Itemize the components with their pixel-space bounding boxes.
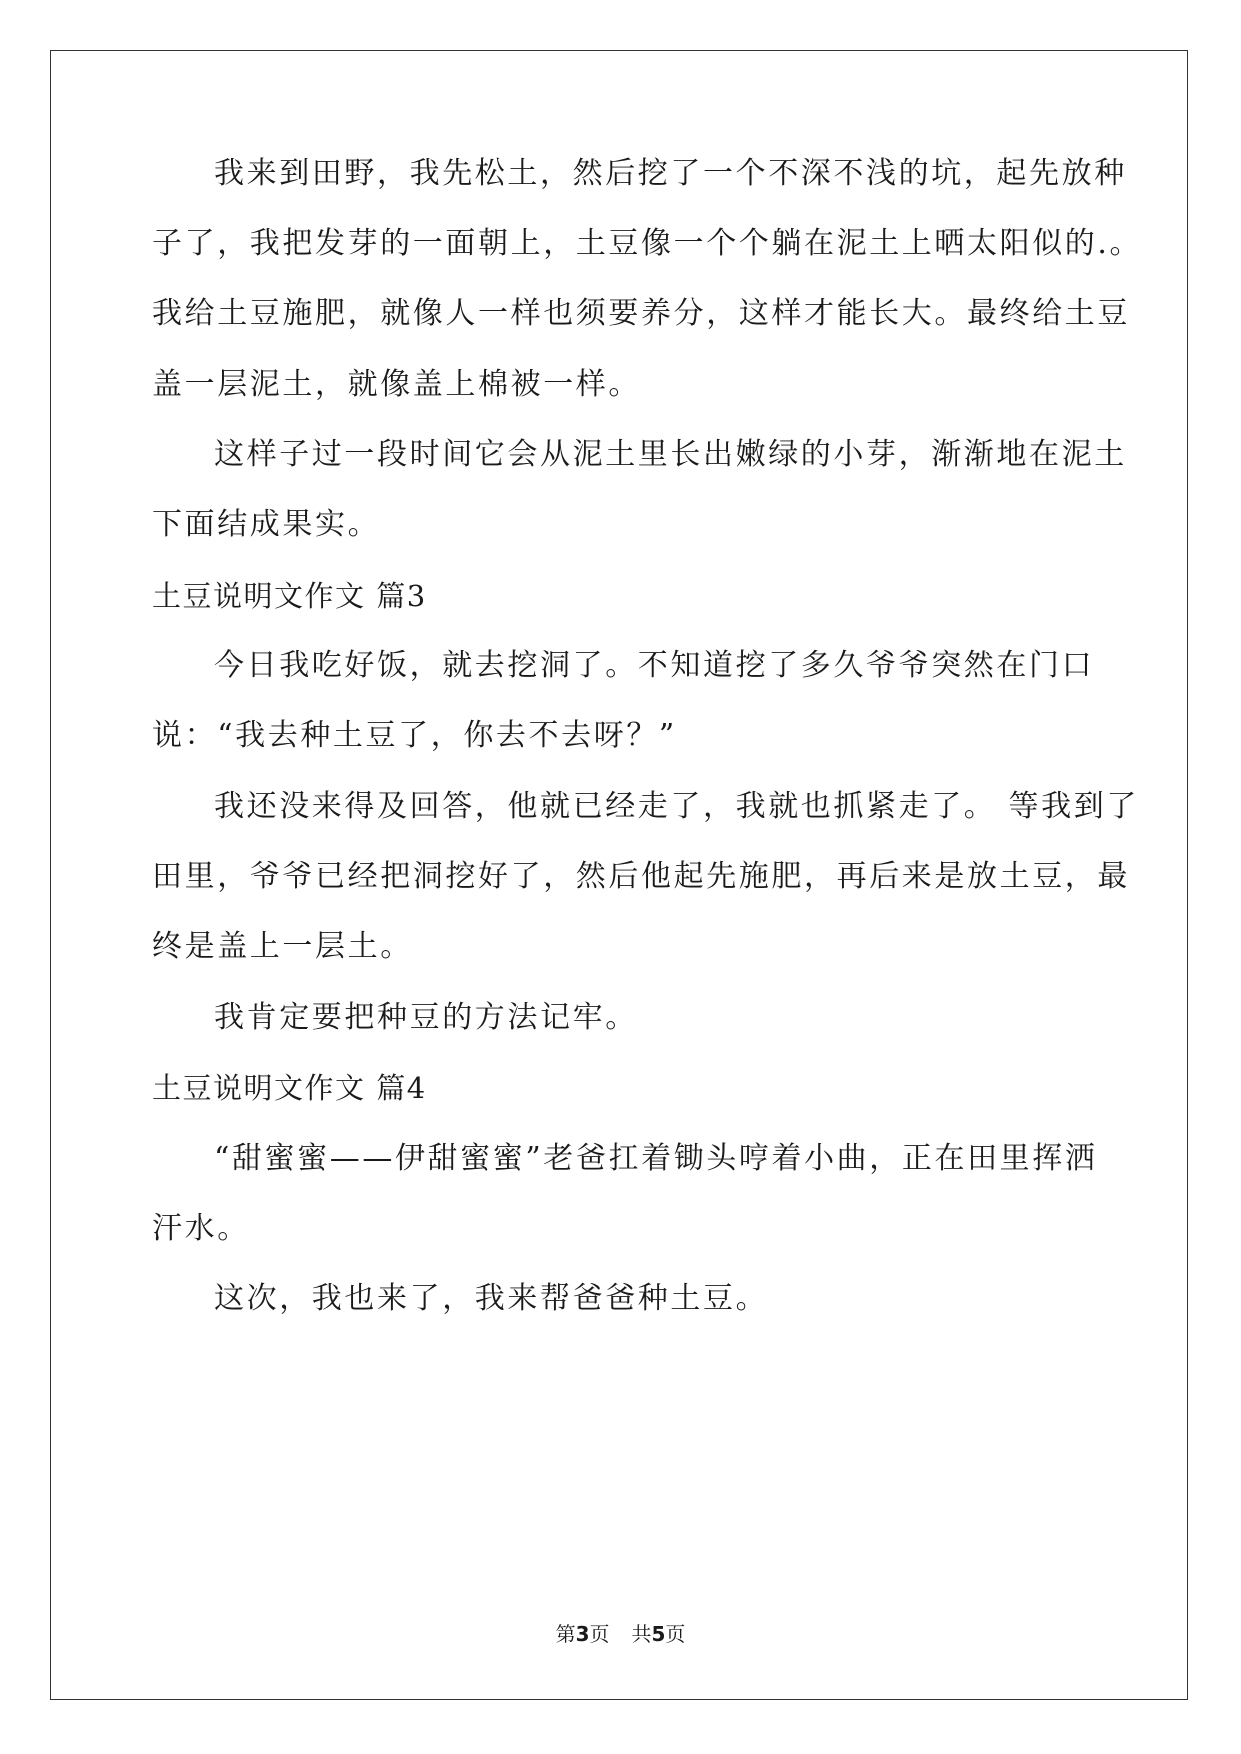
paragraph-7-line-1: 这次，我也来了，我来帮爸爸种土豆。 bbox=[214, 1281, 769, 1316]
paragraph-1-line-2: 子了，我把发芽的一面朝上，土豆像一个个躺在泥土上晒太阳似的.。 bbox=[152, 226, 1143, 261]
paragraph-2-line-1: 这样子过一段时间它会从泥土里长出嫩绿的小芽，渐渐地在泥土 bbox=[214, 437, 1127, 472]
paragraph-4-line-2: 田里，爷爷已经把洞挖好了，然后他起先施肥，再后来是放土豆，最 bbox=[152, 859, 1130, 894]
footer-total-prefix: 共 bbox=[631, 1622, 652, 1646]
footer-page-suffix: 页 bbox=[589, 1622, 610, 1646]
paragraph-5-line-1: 我肯定要把种豆的方法记牢。 bbox=[214, 1000, 638, 1035]
paragraph-6-line-2: 汗水。 bbox=[152, 1211, 250, 1246]
paragraph-3-line-2: 说：“我去种土豆了，你去不去呀？” bbox=[152, 718, 677, 753]
paragraph-4-line-3: 终是盖上一层土。 bbox=[152, 929, 413, 964]
footer-total-suffix: 页 bbox=[665, 1622, 686, 1646]
paragraph-3-line-1: 今日我吃好饭，就去挖洞了。不知道挖了多久爷爷突然在门口 bbox=[214, 648, 1095, 683]
section-heading-4: 土豆说明文作文 篇4 bbox=[152, 1071, 427, 1105]
footer-total-pages: 5 bbox=[651, 1622, 666, 1646]
section-heading-3: 土豆说明文作文 篇3 bbox=[152, 579, 427, 613]
paragraph-4-line-1: 我还没来得及回答，他就已经走了，我就也抓紧走了。 等我到了 bbox=[214, 789, 1139, 824]
footer-current-page: 3 bbox=[575, 1622, 590, 1646]
paragraph-1-line-1: 我来到田野，我先松土，然后挖了一个不深不浅的坑，起先放种 bbox=[214, 156, 1127, 191]
paragraph-1-line-4: 盖一层泥土，就像盖上棉被一样。 bbox=[152, 367, 641, 402]
footer-prefix: 第 bbox=[555, 1622, 576, 1646]
paragraph-2-line-2: 下面结成果实。 bbox=[152, 507, 381, 542]
paragraph-6-line-1: “甜蜜蜜——伊甜蜜蜜”老爸扛着锄头哼着小曲，正在田里挥洒 bbox=[214, 1141, 1098, 1176]
paragraph-1-line-3: 我给土豆施肥，就像人一样也须要养分，这样才能长大。最终给土豆 bbox=[152, 296, 1130, 331]
page-footer bbox=[0, 1622, 1241, 1646]
